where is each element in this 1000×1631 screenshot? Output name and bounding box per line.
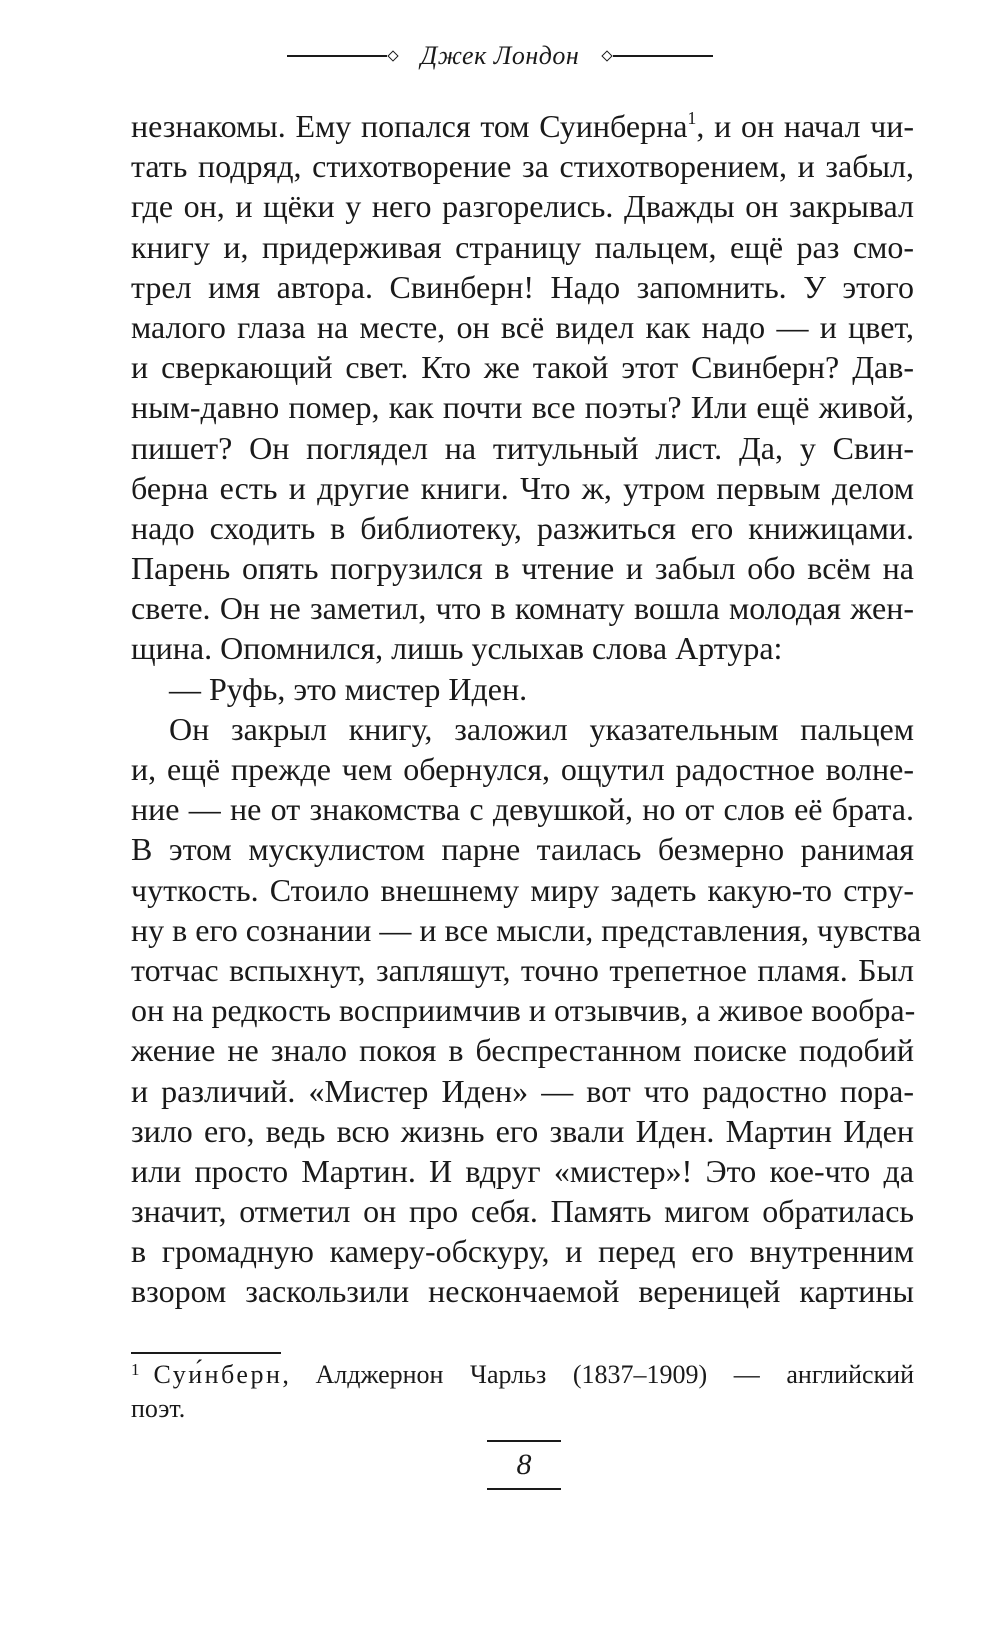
folio-rule-bottom (487, 1488, 561, 1490)
text-line: В этом мускулистом парне таилась безмерно ранимая (131, 831, 914, 868)
running-head (0, 36, 1000, 76)
footnote-rule (131, 1352, 281, 1354)
page-number: 8 (516, 1448, 532, 1481)
ornament-diamond-icon (387, 50, 398, 61)
text-line: жение не знало покоя в беспрестанном поиске подобий (131, 1032, 914, 1069)
text-line: и различий. «Мистер Иден» — вот что радостно пора- (131, 1072, 914, 1109)
text-line: тотчас вспыхнут, запляшут, точно трепетное пламя. Был (131, 951, 914, 988)
footnote-text: , Алджернон Чарльз (1837–1909) — английский (282, 1360, 914, 1389)
text-line: щина. Опомнился, лишь услыхав слова Артура: (131, 630, 783, 667)
text-line (131, 106, 914, 146)
text-fragment: , и он начал чи- (696, 108, 914, 144)
ornament-diamond-icon (602, 50, 613, 61)
text-line: он на редкость восприимчив и отзывчив, а живое вообра- (131, 992, 916, 1029)
text-line: Парень опять погрузился в чтение и забыл обо всём на (131, 550, 914, 587)
footnote-term: Суи́нберн (153, 1360, 283, 1389)
text-line: надо сходить в библиотеку, разжиться его книжицами. (131, 509, 914, 546)
text-line: где он, и щёки у него разгорелись. Дважды он закрывал (131, 188, 914, 225)
text-line: зило его, ведь всю жизнь его звали Иден. Мартин Иден (131, 1112, 914, 1149)
folio (487, 1440, 561, 1490)
text-line: свете. Он не заметил, что в комнату вошла молодая жен- (131, 590, 914, 627)
text-line: и, ещё прежде чем обернулся, ощутил радостное волне- (131, 751, 914, 787)
footnote (131, 1358, 914, 1426)
running-head-title: Джек Лондон (420, 41, 580, 70)
text-line: ным-давно помер, как почти все поэты? Или ещё живой, (131, 389, 914, 426)
text-line: берна есть и другие книги. Что ж, утром первым делом (131, 469, 914, 506)
text-line: или просто Мартин. И вдруг «мистер»! Это кое-что да (131, 1152, 914, 1189)
ornament-rule (613, 55, 713, 57)
footnote-marker: 1 (131, 1360, 140, 1379)
text-line: в громадную камеру-обскуру, и перед его внутренним (131, 1233, 914, 1270)
text-line: взором заскользили нескончаемой вереницей картины (131, 1273, 914, 1310)
text-line: книгу и, придерживая страницу пальцем, ещё раз смо- (131, 228, 914, 265)
ornament-rule (287, 55, 387, 57)
text-line: и сверкающий свет. Кто же такой этот Свинберн? Дав- (131, 349, 914, 386)
text-line: малого глаза на месте, он всё видел как надо — и цвет, (131, 308, 914, 345)
footnote-reference[interactable]: 1 (687, 108, 697, 128)
footnote-line: поэт. (131, 1394, 186, 1423)
text-line: ну в его сознании — и все мысли, представления, чувства (131, 911, 922, 948)
paragraph-first-line: Он закрыл книгу, заложил указательным пальцем (169, 710, 914, 747)
footnote-line (131, 1358, 914, 1392)
text-line: ние — не от знакомства с девушкой, но от слов её брата. (131, 791, 914, 828)
dialogue-line: — Руфь, это мистер Иден. (169, 670, 528, 707)
running-head-ornament-left (287, 52, 399, 60)
text-line: чуткость. Стоило внешнему миру задеть какую-то стру- (131, 871, 914, 908)
text-line: трел имя автора. Свинберн! Надо запомнить. У этого (131, 268, 914, 305)
text-line: значит, отметил он про себя. Память мигом обратилась (131, 1193, 914, 1230)
body-text (131, 106, 922, 1312)
text-fragment: незнакомы. Ему попался том Суинберна (131, 108, 688, 144)
running-head-ornament-right (601, 52, 713, 60)
text-line: тать подряд, стихотворение за стихотворением, и забыл, (131, 148, 914, 185)
text-line: пишет? Он поглядел на титульный лист. Да, у Свин- (131, 429, 914, 466)
